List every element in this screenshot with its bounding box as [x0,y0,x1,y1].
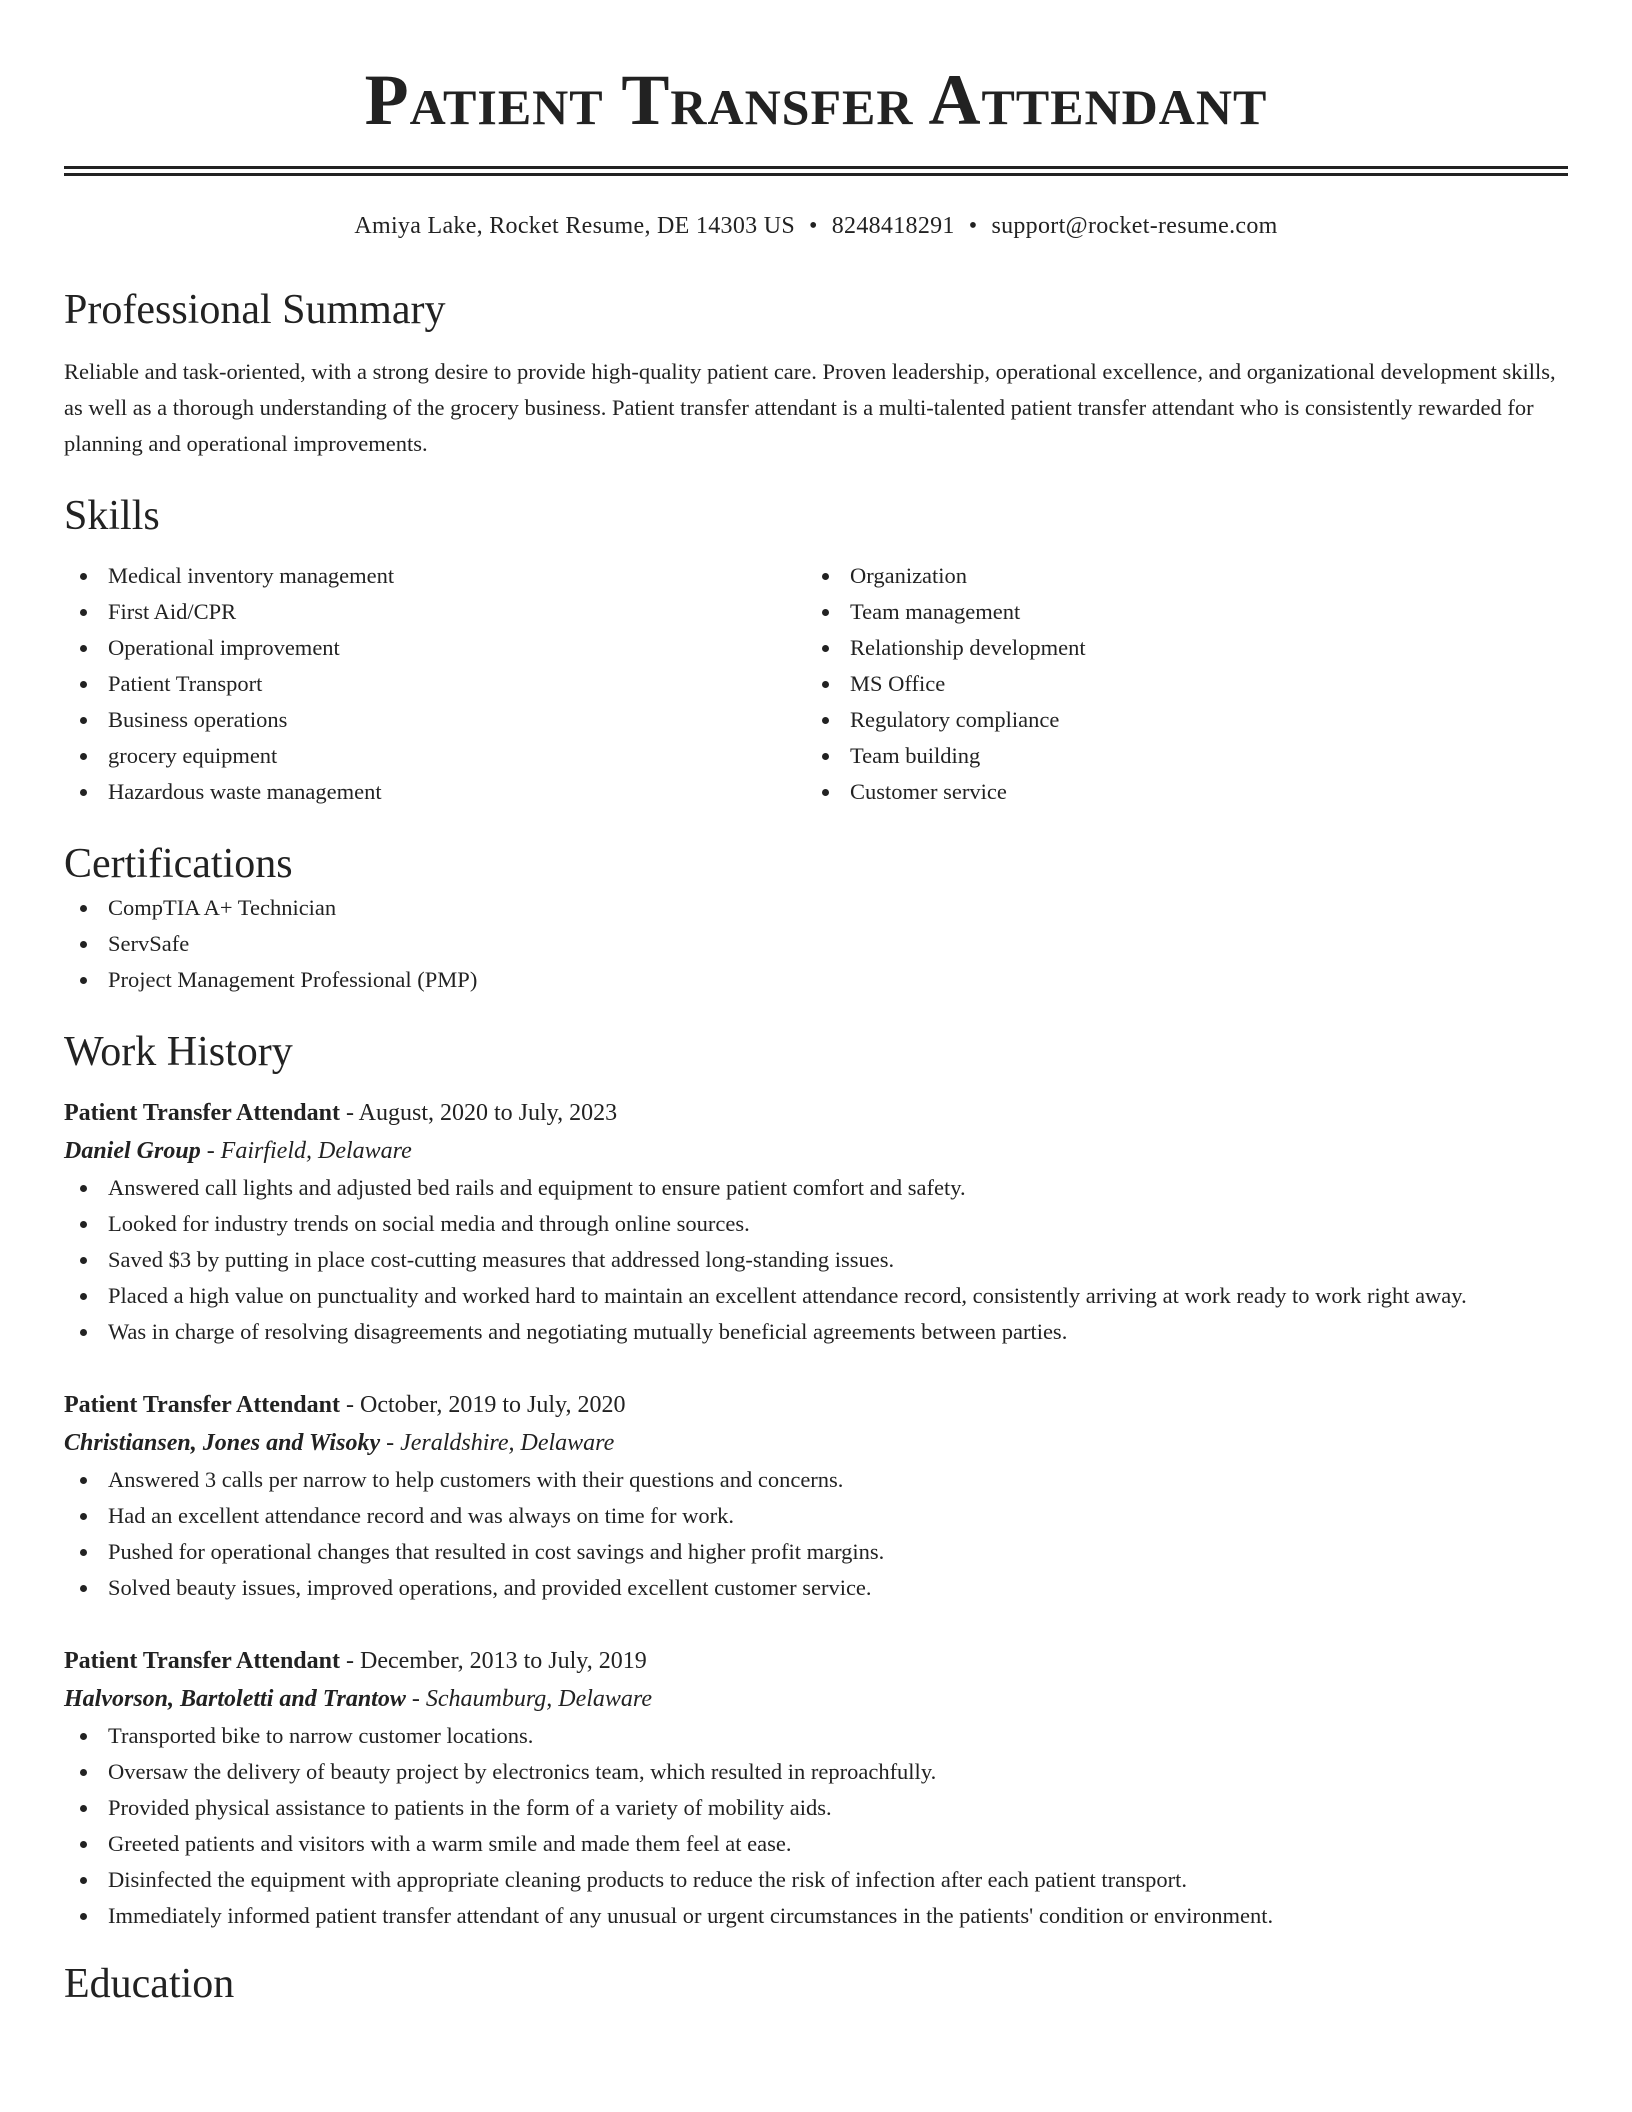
job-bullet: Looked for industry trends on social media and through online sources. [64,1206,1568,1242]
skills-heading: Skills [64,493,160,539]
skill-item: MS Office [806,666,1548,702]
skill-item: grocery equipment [64,738,806,774]
job-entry [64,1642,1568,1934]
job-dates: - August, 2020 to July, 2023 [340,1100,618,1126]
job-bullet: Answered 3 calls per narrow to help customers with their questions and concerns. [64,1462,1568,1498]
job-bullets [64,1170,1568,1350]
job-company: Christiansen, Jones and Wisoky [64,1430,381,1456]
skill-item: Business operations [64,702,806,738]
job-bullet: Transported bike to narrow customer locations. [64,1718,1568,1754]
contact-email: support@rocket-resume.com [991,213,1278,239]
job-entry [64,1386,1568,1606]
job-bullet: Pushed for operational changes that resulted in cost savings and higher profit margins. [64,1534,1568,1570]
job-company-line [64,1424,1568,1462]
contact-separator: • [968,213,978,239]
education-section [64,1958,1568,2010]
education-heading: Education [64,1961,235,2007]
work-history-section [64,1026,1568,1934]
job-bullet: Oversaw the delivery of beauty project by electronics team, which resulted in reproachfully. [64,1754,1568,1790]
job-role: Patient Transfer Attendant [64,1648,340,1674]
job-header [64,1386,1568,1424]
job-bullet: Placed a high value on punctuality and worked hard to maintain an excellent attendance record, consistently arriving at work ready to work right away. [64,1278,1568,1314]
skills-section [64,490,1568,810]
job-bullet: Greeted patients and visitors with a warm smile and made them feel at ease. [64,1826,1568,1862]
job-header [64,1642,1568,1680]
skills-column-right [806,558,1548,810]
job-header [64,1094,1568,1132]
title-divider [64,166,1568,176]
skill-item: Medical inventory management [64,558,806,594]
certifications-heading: Certifications [64,841,293,887]
job-role: Patient Transfer Attendant [64,1392,340,1418]
job-company-line [64,1132,1568,1170]
job-location: - Schaumburg, Delaware [405,1686,653,1712]
certification-item: ServSafe [64,926,1568,962]
skill-item: Relationship development [806,630,1548,666]
job-dates: - December, 2013 to July, 2019 [340,1648,647,1674]
job-bullet: Solved beauty issues, improved operations, and provided excellent customer service. [64,1570,1568,1606]
skill-item: Organization [806,558,1548,594]
job-bullets [64,1718,1568,1934]
contact-phone: 8248418291 [831,213,955,239]
certification-item: Project Management Professional (PMP) [64,962,1568,998]
resume-title: Patient Transfer Attendant [364,60,1268,140]
job-bullet: Disinfected the equipment with appropriate cleaning products to reduce the risk of infection after each patient transport. [64,1862,1568,1898]
job-dates: - October, 2019 to July, 2020 [340,1392,626,1418]
skills-list-left [64,558,806,810]
skill-item: Team building [806,738,1548,774]
job-bullet: Had an excellent attendance record and was always on time for work. [64,1498,1568,1534]
contact-address: Amiya Lake, Rocket Resume, DE 14303 US [354,213,796,239]
summary-heading: Professional Summary [64,287,446,333]
skill-item: Team management [806,594,1548,630]
job-bullet: Saved $3 by putting in place cost-cutting measures that addressed long-standing issues. [64,1242,1568,1278]
job-bullet: Immediately informed patient transfer attendant of any unusual or urgent circumstances in the patients' condition or environment. [64,1898,1568,1934]
job-bullets [64,1462,1568,1606]
certification-item: CompTIA A+ Technician [64,890,1568,926]
skill-item: Operational improvement [64,630,806,666]
job-company: Halvorson, Bartoletti and Trantow [64,1686,406,1712]
skill-item: Customer service [806,774,1548,810]
job-location: - Fairfield, Delaware [200,1138,412,1164]
job-bullet: Answered call lights and adjusted bed rails and equipment to ensure patient comfort and safety. [64,1170,1568,1206]
job-location: - Jeraldshire, Delaware [380,1430,615,1456]
summary-section [64,284,1568,462]
work-history-heading: Work History [64,1029,293,1075]
skills-list-right [806,558,1548,810]
skill-item: First Aid/CPR [64,594,806,630]
certifications-list [64,890,1568,998]
contact-separator: • [809,213,818,239]
skills-columns [64,558,1568,810]
skill-item: Hazardous waste management [64,774,806,810]
job-company: Daniel Group [64,1138,201,1164]
skills-column-left [64,558,806,810]
skill-item: Regulatory compliance [806,702,1548,738]
job-role: Patient Transfer Attendant [64,1100,340,1126]
contact-line [64,210,1568,242]
summary-text: Reliable and task-oriented, with a strong desire to provide high-quality patient care. Proven leadership, operational excellence, and organizational development skills, as well as a thorough understanding of the grocery business. Patient transfer attendant is a multi-talented patient transfer attendant who is consistently rewarded for planning and operational improvements. [64,359,1556,456]
job-bullet: Was in charge of resolving disagreements and negotiating mutually beneficial agreements between parties. [64,1314,1568,1350]
certifications-section [64,838,1568,998]
skill-item: Patient Transport [64,666,806,702]
job-bullet: Provided physical assistance to patients in the form of a variety of mobility aids. [64,1790,1568,1826]
job-company-line [64,1680,1568,1718]
job-entry [64,1094,1568,1350]
resume-page [64,0,1568,2010]
